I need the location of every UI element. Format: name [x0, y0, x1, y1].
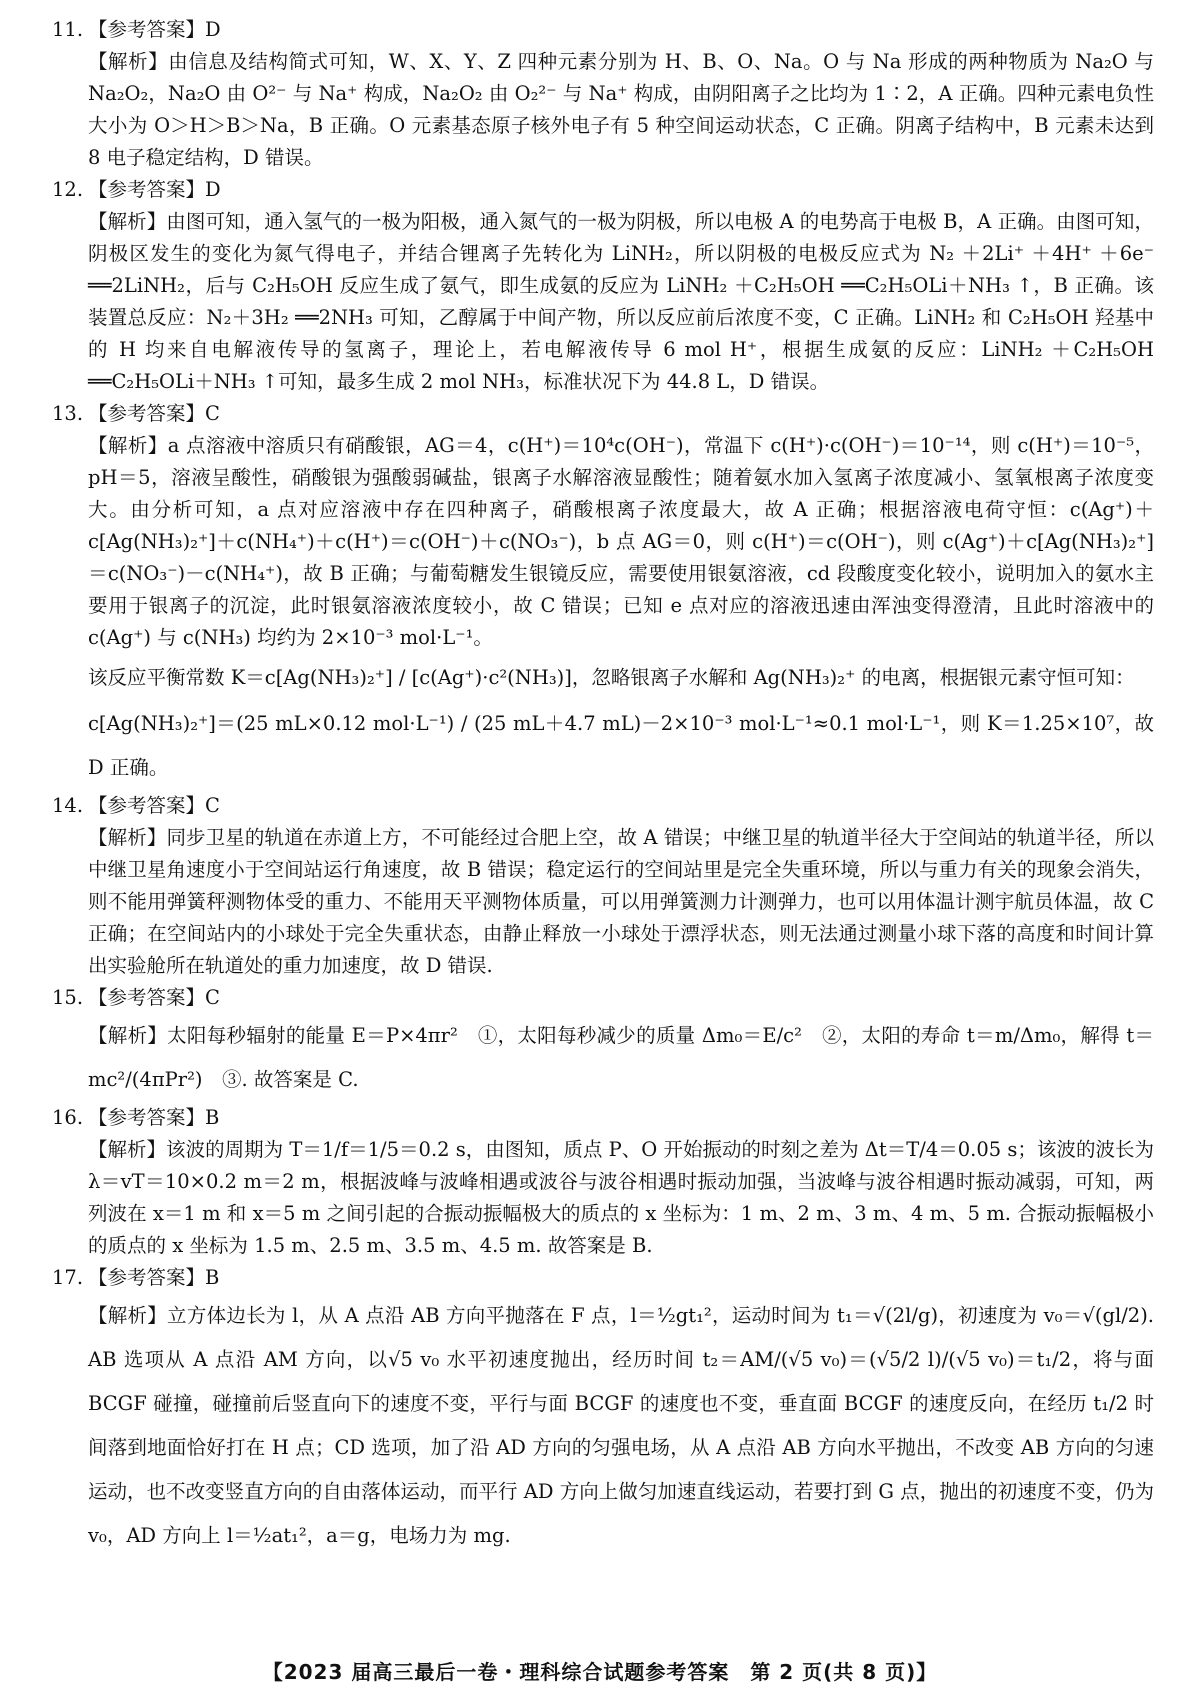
equilibrium-constant-formula: 该反应平衡常数 K＝c[Ag(NH₃)₂⁺] / [c(Ag⁺)·c²(NH₃)]，忽略银离子水解和 Ag(NH₃)₂⁺ 的电离，根据银元素守恒可知：: [88, 666, 1135, 689]
question-12: [52, 174, 1154, 398]
question-11: [52, 14, 1154, 174]
page-footer: 【2023 届高三最后一卷・理科综合试题参考答案 第 2 页(共 8 页)】: [262, 1660, 938, 1684]
question-number: 11.: [52, 18, 84, 41]
analysis-text: 【解析】a 点溶液中溶质只有硝酸银，AG＝4，c(H⁺)＝10⁴c(OH⁻)，常温下 c(H⁺)·c(OH⁻)＝10⁻¹⁴，则 c(H⁺)＝10⁻⁵，pH＝5，溶液呈酸性，硝酸银为强酸弱碱盐，银离子水解溶液显酸性；随着氨水加入氢离子浓度减小、氢氧根离子浓度变大。由分析可知，a 点对应溶液中存在四种离子，硝酸根离子浓度最大，故 A 正确；根据溶液电荷守恒：c(Ag⁺)＋c[Ag(NH₃)₂⁺]＋c(NH₄⁺)＋c(H⁺)＝c(OH⁻)＋c(NO₃⁻)，b 点 AG＝0，则 c(H⁺)＝c(OH⁻)，则 c(Ag⁺)＋c[Ag(NH₃)₂⁺]＝c(NO₃⁻)－c(NH₄⁺)，故 B 正确；与葡萄糖发生银镜反应，需要使用银氨溶液，cd 段酸度变化较小，说明加入的氨水主要用于银离子的沉淀，此时银氨溶液浓度较小，故 C 错误；已知 e 点对应的溶液迅速由浑浊变得澄清，且此时溶液中的 c(Ag⁺) 与 c(NH₃) 均约为 2×10⁻³ mol·L⁻¹。: [88, 434, 1154, 649]
reference-answer: 【参考答案】C: [88, 794, 220, 817]
silver-conservation-formula: c[Ag(NH₃)₂⁺]＝(25 mL×0.12 mol·L⁻¹) / (25 mL＋4.7 mL)－2×10⁻³ mol·L⁻¹≈0.1 mol·L⁻¹，则 K＝1.25×10⁷，故 D 正确。: [88, 712, 1154, 779]
reference-answer: 【参考答案】D: [88, 178, 221, 201]
reference-answer: 【参考答案】B: [88, 1106, 220, 1129]
question-15: [52, 982, 1154, 1102]
question-13: [52, 398, 1154, 790]
analysis-text: 【解析】由图可知，通入氢气的一极为阳极，通入氮气的一极为阴极，所以电极 A 的电势高于电极 B，A 正确。由图可知，阴极区发生的变化为氮气得电子，并结合锂离子先转化为 LiNH₂，所以阴极的电极反应式为 N₂ ＋2Li⁺ ＋4H⁺ ＋6e⁻ ══2LiNH₂，后与 C₂H₅OH 反应生成了氨气，即生成氨的反应为 LiNH₂ ＋C₂H₅OH ══C₂H₅OLi＋NH₃ ↑，B 正确。该装置总反应：N₂＋3H₂ ══2NH₃ 可知，乙醇属于中间产物，所以反应前后浓度不变，C 正确。LiNH₂ 和 C₂H₅OH 羟基中的 H 均来自电解液传导的氢离子，理论上，若电解液传导 6 mol H⁺，根据生成氨的反应：LiNH₂ ＋C₂H₅OH ══C₂H₅OLi＋NH₃ ↑可知，最多生成 2 mol NH₃，标准状况下为 44.8 L，D 错误。: [88, 210, 1154, 393]
analysis-text: 【解析】该波的周期为 T＝1/f＝1/5＝0.2 s，由图知，质点 P、O 开始振动的时刻之差为 Δt＝T/4＝0.05 s；该波的波长为 λ＝vT＝10×0.2 m＝2 m，根据波峰与波峰相遇或波谷与波谷相遇时振动加强，当波峰与波谷相遇时振动减弱，可知，两列波在 x＝1 m 和 x＝5 m 之间引起的合振动振幅极大的质点的 x 坐标为：1 m、2 m、3 m、4 m、5 m. 合振动振幅极小的质点的 x 坐标为 1.5 m、2.5 m、3.5 m、4.5 m. 故答案是 B.: [88, 1138, 1154, 1257]
analysis-text: 【解析】同步卫星的轨道在赤道上方，不可能经过合肥上空，故 A 错误；中继卫星的轨道半径大于空间站的轨道半径，所以中继卫星角速度小于空间站运行角速度，故 B 错误；稳定运行的空间站里是完全失重环境，所以与重力有关的现象会消失，则不能用弹簧秤测物体受的重力、不能用天平测物体质量，可以用弹簧测力计测弹力，也可以用体温计测宇航员体温，故 C 正确；在空间站内的小球处于完全失重状态，由静止释放一小球处于漂浮状态，则无法通过测量小球下落的高度和时间计算出实验舱所在轨道处的重力加速度，故 D 错误.: [88, 826, 1154, 977]
analysis-text: 【解析】太阳每秒辐射的能量 E＝P×4πr² ①，太阳每秒减少的质量 Δm₀＝E/c² ②，太阳的寿命 t＝m/Δm₀，解得 t＝mc²/(4πPr²) ③. 故答案是 C.: [88, 1024, 1154, 1091]
reference-answer: 【参考答案】C: [88, 402, 220, 425]
reference-answer: 【参考答案】D: [88, 18, 221, 41]
question-number: 13.: [52, 402, 84, 425]
reference-answer: 【参考答案】C: [88, 986, 220, 1009]
question-14: [52, 790, 1154, 982]
analysis-text: 【解析】由信息及结构简式可知，W、X、Y、Z 四种元素分别为 H、B、O、Na。O 与 Na 形成的两种物质为 Na₂O 与 Na₂O₂，Na₂O 由 O²⁻ 与 Na⁺ 构成，Na₂O₂ 由 O₂²⁻ 与 Na⁺ 构成，由阴阳离子之比均为 1∶2，A 正确。四种元素电负性大小为 O＞H＞B＞Na，B 正确。O 元素基态原子核外电子有 5 种空间运动状态，C 正确。阴离子结构中，B 元素未达到 8 电子稳定结构，D 错误。: [88, 50, 1154, 169]
question-number: 17.: [52, 1266, 84, 1289]
question-number: 14.: [52, 794, 84, 817]
reference-answer: 【参考答案】B: [88, 1266, 220, 1289]
analysis-text: 【解析】立方体边长为 l，从 A 点沿 AB 方向平抛落在 F 点，l＝½gt₁²，运动时间为 t₁＝√(2l/g)，初速度为 v₀＝√(gl/2). AB 选项从 A 点沿 AM 方向，以√5 v₀ 水平初速度抛出，经历时间 t₂＝AM/(√5 v₀)＝(√5/2 l)/(√5 v₀)＝t₁/2，将与面 BCGF 碰撞，碰撞前后竖直向下的速度不变，平行与面 BCGF 的速度也不变，垂直面 BCGF 的速度反向，在经历 t₁/2 时间落到地面恰好打在 H 点；CD 选项，加了沿 AD 方向的匀强电场，从 A 点沿 AB 方向水平抛出，不改变 AB 方向的匀速运动，也不改变竖直方向的自由落体运动，而平行 AD 方向上做匀加速直线运动，若要打到 G 点，抛出的初速度不变，仍为 v₀，AD 方向上 l＝½at₁²，a＝g，电场力为 mg.: [88, 1304, 1154, 1547]
question-number: 15.: [52, 986, 84, 1009]
question-17: [52, 1262, 1154, 1558]
question-number: 12.: [52, 178, 84, 201]
question-16: [52, 1102, 1154, 1262]
question-number: 16.: [52, 1106, 84, 1129]
